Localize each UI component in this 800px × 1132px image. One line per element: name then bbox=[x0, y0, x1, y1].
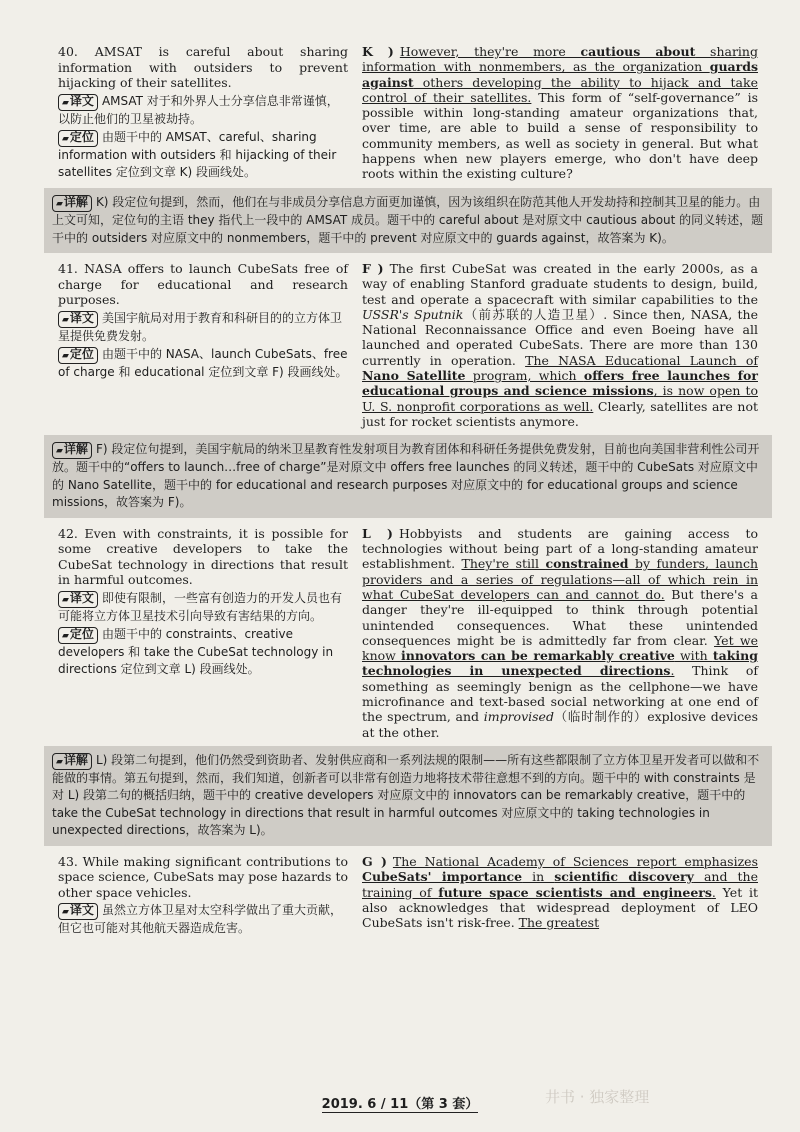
paragraph-run: in bbox=[522, 869, 555, 885]
paragraph-body bbox=[362, 526, 758, 740]
paragraph-letter: K ) bbox=[362, 44, 394, 59]
footer-text: 2019. 6 / 11（第 3 套） bbox=[321, 1097, 479, 1112]
paragraph-run: others developing the ability to hijack and take control of their satellites. bbox=[362, 74, 758, 105]
paragraph-run: innovators can be remarkably creative bbox=[400, 648, 675, 664]
paragraph-run: CubeSats' importance bbox=[362, 869, 523, 885]
question-text: While making significant contributions to space science, CubeSats may pose hazards to other space vehicles. bbox=[58, 853, 348, 900]
paragraph-run: scientific discovery bbox=[554, 869, 694, 885]
paragraph-run: by funders, launch providers and a series of regulations—all of which rein in what CubeSat developers can and cannot do. bbox=[362, 556, 758, 602]
folder-icon: ▰ bbox=[62, 631, 69, 642]
page-footer bbox=[0, 1093, 800, 1112]
paragraph-run: constrained bbox=[545, 556, 629, 572]
paragraph-run: program, which bbox=[465, 368, 584, 384]
paragraph-run: （临时制作的）explosive devices at the other. bbox=[362, 709, 758, 740]
translation-tag: ▰译文 bbox=[58, 94, 98, 111]
detail-tag: ▰详解 bbox=[52, 442, 92, 459]
paragraph-run: Think of something as seemingly benign as the cellphone—we have microfinance and text-based social networking at one end of the spectrum, and bbox=[362, 663, 758, 725]
paragraph-run: The greatest bbox=[518, 915, 600, 931]
question-text: NASA offers to launch CubeSats free of charge for educational and research purposes. bbox=[58, 261, 348, 307]
paragraph-body bbox=[362, 854, 758, 930]
paragraph-run: cautious about bbox=[580, 44, 696, 59]
paragraph-letter: L ) bbox=[362, 525, 393, 541]
detail-box-41 bbox=[44, 435, 772, 518]
locate-tag: ▰定位 bbox=[58, 347, 98, 364]
translation-text: AMSAT 对于和外界人士分享信息非常谨慎，以防止他们的卫星被劫持。 bbox=[58, 93, 339, 126]
paragraph-run: offers free launches for educational groups and science missions bbox=[362, 368, 758, 399]
page-content bbox=[52, 44, 764, 939]
folder-icon: ▰ bbox=[56, 756, 63, 767]
paragraph-run: （前苏联的人造卫星）. Since then, NASA, the National Reconnaissance Office and even Boeing have all launched and operated CubeSats. There are more than 130 currently in operation. bbox=[362, 306, 758, 368]
detail-tag: ▰详解 bbox=[52, 195, 92, 212]
paragraph-run: Hobbyists and students are gaining access to technologies without being part of a long-standing amateur establishment. bbox=[362, 525, 758, 572]
folder-icon: ▰ bbox=[62, 594, 69, 605]
folder-icon: ▰ bbox=[62, 97, 69, 108]
question-41-left bbox=[58, 261, 348, 429]
question-text: Even with constraints, it is possible for some creative developers to take the CubeSat technology in directions that result in harmful outcomes. bbox=[58, 525, 348, 588]
locate-tag: ▰定位 bbox=[58, 130, 98, 147]
question-42 bbox=[58, 526, 758, 740]
paragraph-run: with bbox=[674, 648, 713, 664]
question-text: AMSAT is careful about sharing information with outsiders to prevent hijacking of their satellites. bbox=[58, 44, 348, 90]
translation-text: 美国宇航局对用于教育和科研目的的立方体卫星提供免费发射。 bbox=[58, 310, 342, 343]
paragraph-body bbox=[362, 261, 758, 429]
question-40 bbox=[58, 44, 758, 182]
paragraph-run: The first CubeSat was created in the early 2000s, as a way of enabling Stanford graduate students to design, build, test and operate a spacecraft with similar capabilities to the bbox=[362, 261, 759, 307]
question-43 bbox=[58, 854, 758, 939]
translation-text: 即使有限制，一些富有创造力的开发人员也有可能将立方体卫星技术引向导致有害结果的方向。 bbox=[58, 590, 342, 623]
question-number: 41. bbox=[58, 261, 78, 276]
paragraph-run: They're still bbox=[461, 556, 546, 572]
question-43-left bbox=[58, 854, 348, 939]
passage-paragraph-f bbox=[362, 261, 758, 429]
translation-tag: ▰译文 bbox=[58, 591, 98, 608]
question-number: 43. bbox=[58, 853, 78, 869]
detail-text: K) 段定位句提到，然而，他们在与非成员分享信息方面更加谨慎，因为该组织在防范其他人开发劫持和控制其卫星的能力。由上文可知，定位句的主语 they 指代上一段中的 AMSAT 成员。题干中的 careful about 是对原文中 cautious about 的同义转述，题干中的 outsiders 对应原文中的 nonmembers，题干中的 prevent 对应原文中的 guards against，故答案为 K)。 bbox=[52, 195, 764, 245]
paragraph-run: . bbox=[711, 884, 716, 900]
folder-icon: ▰ bbox=[62, 351, 69, 361]
paragraph-run: they're more bbox=[474, 44, 581, 59]
detail-text: L) 段第二句提到，他们仍然受到资助者、发射供应商和一系列法规的限制——所有这些都限制了立方体卫星开发者可以做和不能做的事情。第五句提到，然而，我们知道，创新者可以非常有创造力地将技术带往意想不到的方向。题干中的 with constraints 是对 L) 段第二句的概括归纳，题干中的 creative developers 对应原文中的 innovators can be remarkably creative，题干中的 take the CubeSat technology in directions that result in harmful outcomes 对应原文中的 taking technologies in unexpected directions，故答案为 L)。 bbox=[52, 752, 760, 838]
folder-icon: ▰ bbox=[62, 314, 69, 325]
paragraph-run: improvised bbox=[483, 709, 554, 725]
paragraph-run: . bbox=[670, 663, 675, 679]
locate-text: 由题干中的 NASA、launch CubeSats、free of charge 和 educational 定位到文章 F) 段画线处。 bbox=[58, 347, 348, 379]
paragraph-run: sharing information with nonmembers, as the organization bbox=[362, 44, 758, 75]
folder-icon: ▰ bbox=[56, 446, 63, 457]
paragraph-run: The NASA Educational Launch of bbox=[525, 352, 758, 368]
translation-text: 虽然立方体卫星对太空科学做出了重大贡献，但它也可能对其他航天器造成危害。 bbox=[58, 903, 342, 936]
paragraph-run: Clearly, satellites are not just for rocket scientists anymore. bbox=[362, 398, 758, 429]
question-41 bbox=[58, 261, 758, 429]
paragraph-run: Nano Satellite bbox=[362, 368, 466, 384]
paragraph-run: taking technologies in unexpected directions bbox=[362, 648, 758, 679]
question-42-left bbox=[58, 526, 348, 740]
paragraph-run: Yet we know bbox=[362, 632, 758, 664]
folder-icon: ▰ bbox=[62, 134, 69, 144]
detail-tag: ▰详解 bbox=[52, 753, 92, 770]
passage-paragraph-g bbox=[362, 854, 758, 939]
paragraph-run: future space scientists and engineers bbox=[438, 884, 712, 900]
question-number: 40. bbox=[58, 44, 78, 59]
question-40-left bbox=[58, 44, 348, 182]
paragraph-run: and the training of bbox=[362, 869, 758, 900]
passage-paragraph-k bbox=[362, 44, 758, 182]
paragraph-run: , is now open to U. S. nonprofit corporations as well. bbox=[362, 383, 758, 414]
paragraph-run: USSR's Sputnik bbox=[362, 306, 464, 322]
paragraph-letter: G ) bbox=[362, 853, 387, 869]
watermark: 井书 · 独家整理 bbox=[545, 1088, 650, 1106]
paragraph-run: This form of “self-governance” is possible within long-standing amateur organizations that, over time, are able to build a sense of responsibility to community members, as well as society in general. But what happens when new players emerge, who don't have deep roots within the existing culture? bbox=[362, 89, 758, 182]
folder-icon: ▰ bbox=[56, 199, 63, 209]
translation-tag: ▰译文 bbox=[58, 903, 98, 920]
passage-paragraph-l bbox=[362, 526, 758, 740]
locate-tag: ▰定位 bbox=[58, 627, 98, 644]
translation-tag: ▰译文 bbox=[58, 311, 98, 328]
detail-box-42 bbox=[44, 746, 772, 846]
paragraph-letter: F ) bbox=[362, 261, 384, 276]
folder-icon: ▰ bbox=[62, 907, 69, 918]
locate-text: 由题干中的 AMSAT、careful、sharing information with outsiders 和 hijacking of their satellites 定位到文章 K) 段画线处。 bbox=[58, 130, 337, 179]
paragraph-body bbox=[362, 44, 758, 181]
paragraph-run: But there's a danger they're ill-equipped to think through potential unintended consequences. What these unintended consequences might be is admittedly far from clear. bbox=[362, 586, 758, 648]
paragraph-run: However, bbox=[399, 44, 475, 59]
paragraph-run: guards against bbox=[362, 59, 758, 90]
detail-box-40 bbox=[44, 188, 772, 253]
paragraph-run: Yet it also acknowledges that widespread deployment of LEO CubeSats isn't risk-free. bbox=[362, 884, 758, 931]
question-number: 42. bbox=[58, 525, 78, 541]
locate-text: 由题干中的 constraints、creative developers 和 take the CubeSat technology in directions 定位到文章 L) 段画线处。 bbox=[58, 627, 334, 676]
paragraph-run: The National Academy of Sciences report emphasizes bbox=[392, 853, 758, 869]
detail-text: F) 段定位句提到，美国宇航局的纳米卫星教育性发射项目为教育团体和科研任务提供免费发射，目前也向美国非营利性公司开放。题干中的“offers to launch…free of charge”是对原文中 offers free launches 的同义转述，题干中的 CubeSats 对应原文中的 Nano Satellite，题干中的 for educational and research purposes 对应原文中的 for educational groups and science missions，故答案为 F)。 bbox=[52, 442, 760, 510]
